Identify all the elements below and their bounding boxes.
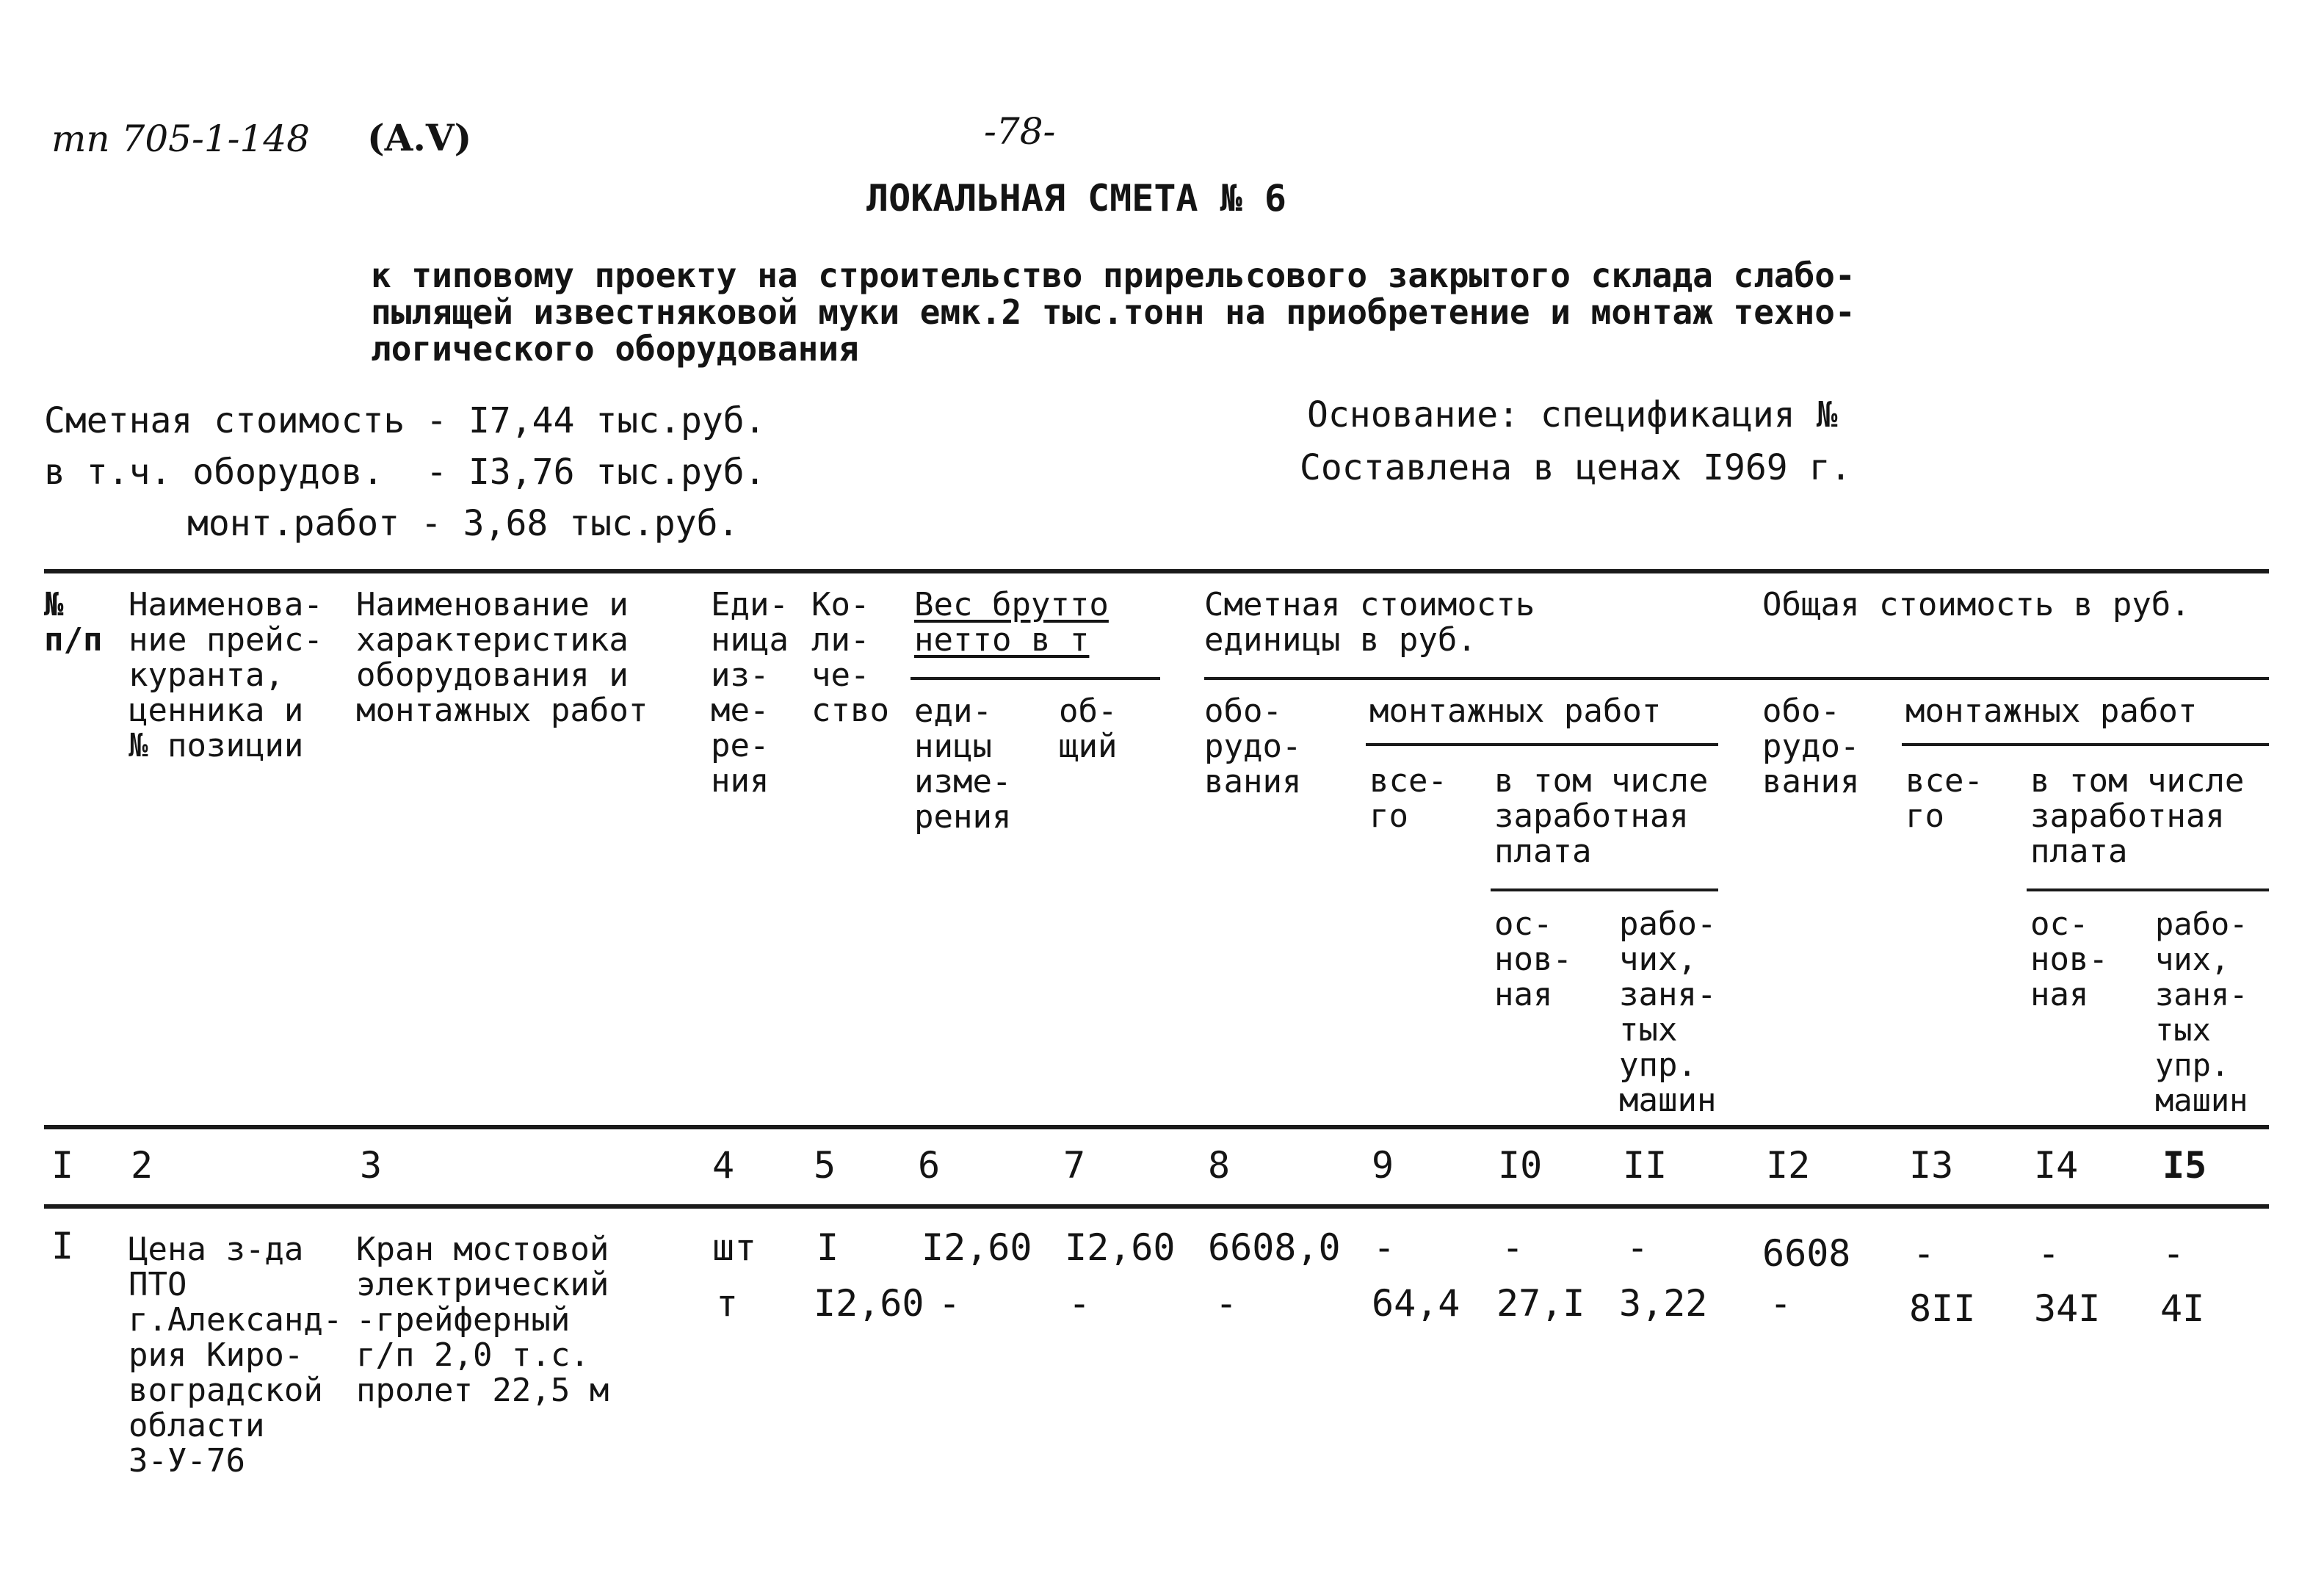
- header-row-number: № п/п: [44, 586, 103, 659]
- column-number-8: 8: [1208, 1144, 1231, 1187]
- row-total-installation-1: -: [1913, 1232, 1936, 1275]
- header-total-wage-basic: ос- нов- ная: [2030, 905, 2108, 1013]
- row-weight-unit-2: -: [938, 1282, 961, 1325]
- column-number-12: I2: [1766, 1144, 1811, 1187]
- column-number-2: 2: [131, 1144, 153, 1187]
- rule-wage-subgroup-total: [2027, 888, 2269, 891]
- header-quantity: Ко- ли- че- ство: [811, 586, 889, 729]
- header-unit-installation-total: все- го: [1369, 762, 1447, 835]
- column-number-9: 9: [1372, 1144, 1394, 1187]
- row-total-wage-machine-2: 4I: [2160, 1287, 2205, 1330]
- column-number-13: I3: [1909, 1144, 1954, 1187]
- row-total-wage-basic-2: 34I: [2034, 1287, 2101, 1330]
- row-total-installation-2: 8II: [1909, 1287, 1976, 1330]
- subtitle-line: к типовому проекту на строительство прирельсового закрытого склада слабо-: [371, 256, 1856, 295]
- header-weight-unit: еди- ницы изме- рения: [914, 692, 1012, 836]
- header-total-equipment: обо- рудо- вания: [1762, 692, 1860, 800]
- column-number-3: 3: [360, 1144, 383, 1187]
- row-weight-total-2: -: [1068, 1282, 1091, 1325]
- subtitle-line: пылящей известняковой муки емк.2 тыс.тонн на приобретение и монтаж техно-: [371, 292, 1856, 332]
- prices-note: Составлена в ценах I969 г.: [1300, 447, 1852, 488]
- row-number: I: [51, 1225, 74, 1267]
- header-total-wage-machine: рабо- чих, заня- тых упр. машин: [2155, 906, 2248, 1118]
- row-unit-wage-basic-1: -: [1502, 1226, 1524, 1269]
- rule-weight-subgroup: [911, 677, 1160, 680]
- equipment-cost: в т.ч. оборудов. - I3,76 тыс.руб.: [44, 452, 766, 493]
- rule-installation-subgroup-unit: [1366, 743, 1718, 746]
- header-equipment-name: Наименование и характеристика оборудования и монтажных работ: [356, 586, 648, 729]
- row-unit-installation-2: 64,4: [1372, 1282, 1460, 1325]
- column-number-7: 7: [1063, 1144, 1086, 1187]
- row-unit-1: шт: [712, 1226, 757, 1269]
- row-description: Кран мостовой электрический -грейферный г/п 2,0 т.с. пролет 22,5 м: [356, 1231, 609, 1409]
- header-unit-wage-machine: рабо- чих, заня- тых упр. машин: [1619, 905, 1717, 1119]
- row-unit-installation-1: -: [1373, 1226, 1396, 1269]
- row-unit-wage-machine-1: -: [1626, 1226, 1649, 1269]
- header-weight-total: об- щий: [1059, 692, 1118, 765]
- installation-cost: монт.работ - 3,68 тыс.руб.: [187, 503, 739, 544]
- row-quantity-1: I: [817, 1226, 839, 1269]
- row-unit-wage-machine-2: 3,22: [1619, 1282, 1708, 1325]
- header-total-cost-group: Общая стоимость в руб.: [1762, 586, 2190, 623]
- column-number-11: II: [1623, 1144, 1668, 1187]
- subtitle-line: логического оборудования: [371, 329, 859, 369]
- document-code: тп 705-1-148: [51, 117, 310, 160]
- header-unit-wage-basic: ос- нов- ная: [1494, 905, 1572, 1013]
- column-number-1: I: [51, 1144, 74, 1187]
- header-unit-installation-group: монтажных работ: [1369, 692, 1662, 730]
- estimated-cost: Сметная стоимость - I7,44 тыс.руб.: [44, 400, 766, 441]
- row-total-wage-basic-1: -: [2038, 1232, 2060, 1275]
- rule-unit-cost-subgroup: [1204, 677, 2269, 680]
- row-price-reference: Цена з-да ПТО г.Александ- рия Киро- воградской области 3-У-76: [128, 1231, 343, 1480]
- basis-note: Основание: спецификация №: [1307, 394, 1838, 435]
- document-variant: (A.V): [367, 116, 472, 159]
- row-total-equipment-1: 6608: [1762, 1232, 1851, 1275]
- column-number-14: I4: [2034, 1144, 2079, 1187]
- column-numbers-bottom-rule: [44, 1204, 2269, 1209]
- table-header-bottom-rule: [44, 1125, 2269, 1129]
- subtitle: [371, 257, 1856, 367]
- header-total-wage-group: в том числе заработная плата: [2030, 762, 2245, 870]
- column-number-4: 4: [712, 1144, 735, 1187]
- row-quantity-2: I2,60: [814, 1282, 924, 1325]
- row-unit-2: т: [716, 1282, 739, 1325]
- row-weight-unit-1: I2,60: [922, 1226, 1032, 1269]
- header-unit-equipment: обо- рудо- вания: [1204, 692, 1302, 800]
- row-total-wage-machine-1: -: [2162, 1232, 2185, 1275]
- column-number-15: I5: [2162, 1144, 2207, 1187]
- page-title: ЛОКАЛЬНАЯ СМЕТА № 6: [866, 177, 1286, 220]
- rule-installation-subgroup-total: [1902, 743, 2269, 746]
- header-unit-wage-group: в том числе заработная плата: [1494, 762, 1709, 870]
- rule-wage-subgroup-unit: [1491, 888, 1718, 891]
- column-number-6: 6: [918, 1144, 941, 1187]
- column-number-5: 5: [814, 1144, 836, 1187]
- column-number-10: I0: [1498, 1144, 1543, 1187]
- row-unit-wage-basic-2: 27,I: [1496, 1282, 1585, 1325]
- page-number: -78-: [984, 110, 1056, 153]
- header-price-reference: Наименова- ние прейс- куранта, ценника и № позиции: [128, 586, 323, 764]
- table-top-rule: [44, 569, 2269, 573]
- row-total-equipment-2: -: [1770, 1282, 1792, 1325]
- row-weight-total-1: I2,60: [1065, 1226, 1176, 1269]
- header-weight-group: Вес брутто нетто в т: [914, 586, 1109, 659]
- row-unit-equipment-2: -: [1215, 1282, 1238, 1325]
- header-total-installation-group: монтажных работ: [1905, 692, 2198, 730]
- row-unit-equipment-1: 6608,0: [1208, 1226, 1341, 1269]
- header-unit-cost-group: Сметная стоимость единицы в руб.: [1204, 586, 1535, 659]
- header-total-installation-total: все- го: [1905, 762, 1983, 835]
- header-unit: Еди- ница из- ме- ре- ния: [711, 586, 789, 800]
